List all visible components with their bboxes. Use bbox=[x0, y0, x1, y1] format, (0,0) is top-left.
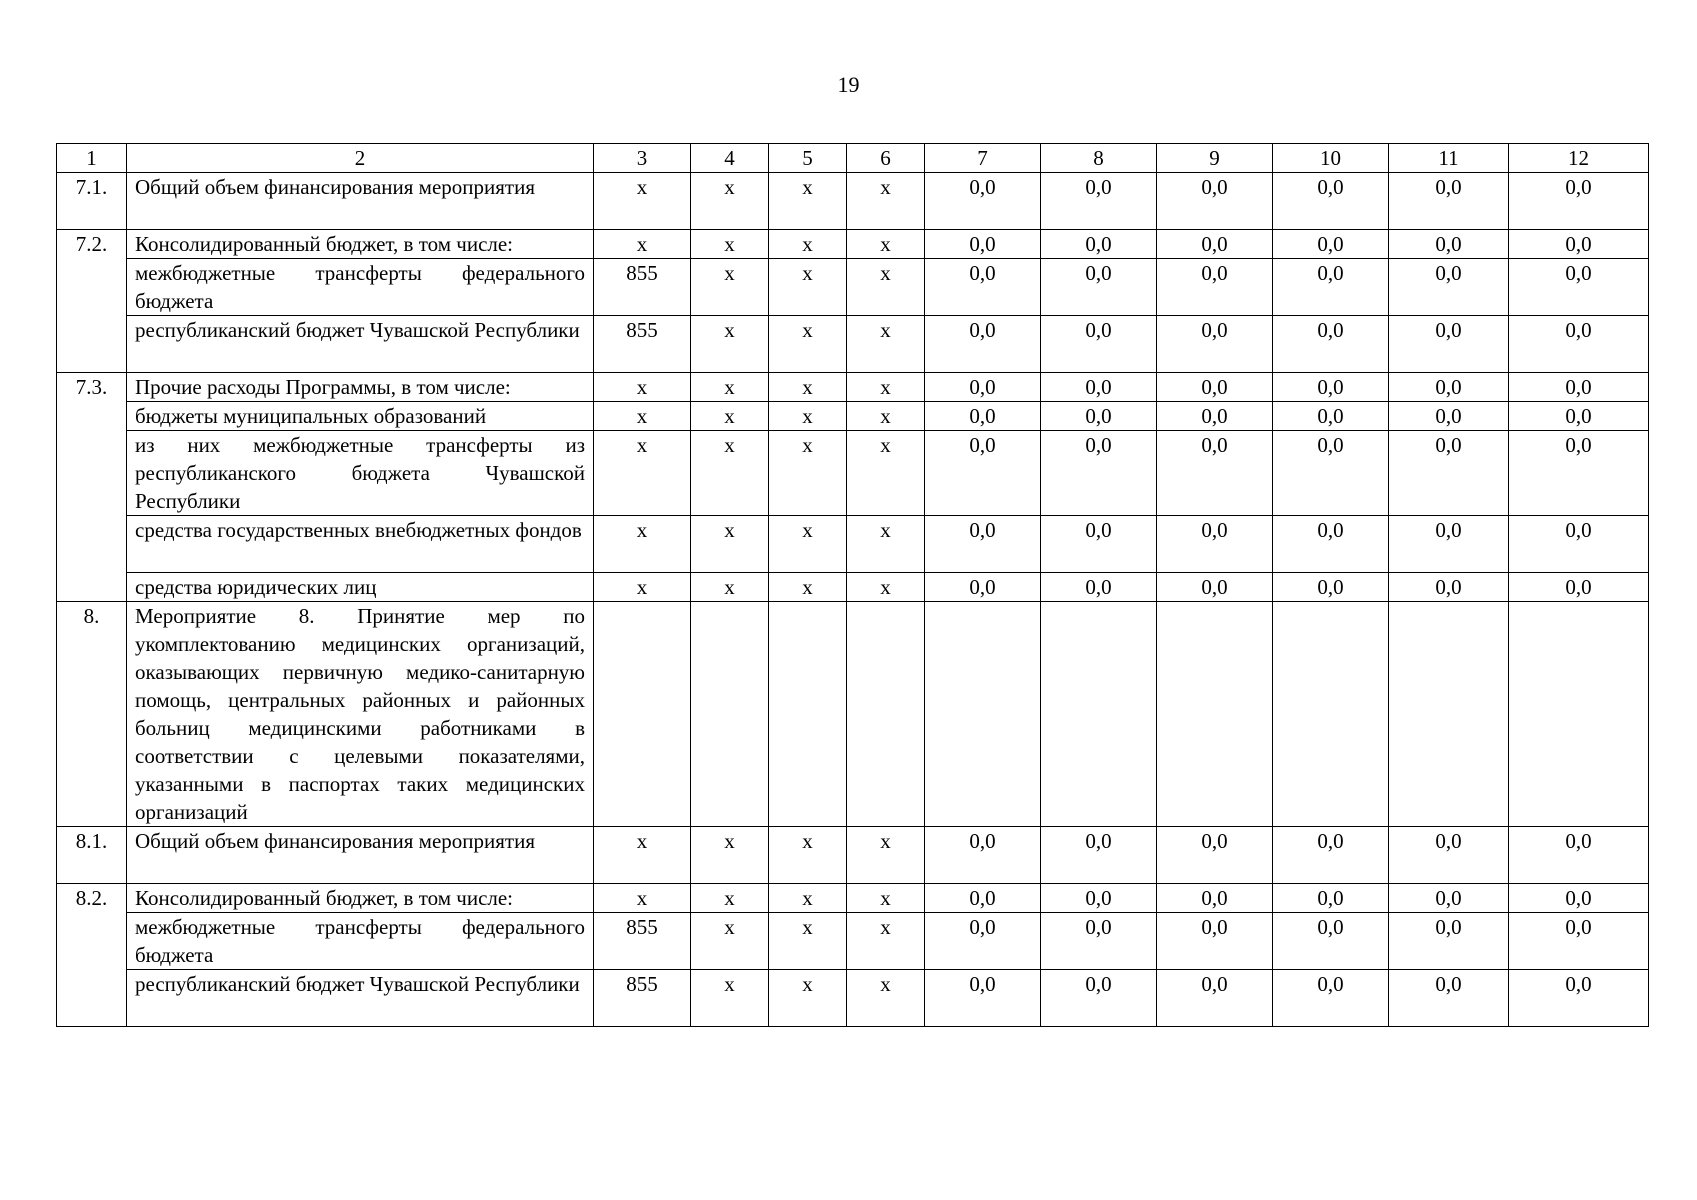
value-cell: 0,0 bbox=[1273, 827, 1389, 884]
value-cell: 0,0 bbox=[1509, 516, 1649, 573]
x-cell: x bbox=[691, 573, 769, 602]
value-cell: 0,0 bbox=[1509, 230, 1649, 259]
value-cell bbox=[1509, 602, 1649, 827]
value-cell: 0,0 bbox=[925, 259, 1041, 316]
value-cell: 0,0 bbox=[1157, 884, 1273, 913]
header-cell: 5 bbox=[769, 144, 847, 173]
x-cell: x bbox=[691, 913, 769, 970]
x-cell: x bbox=[847, 827, 925, 884]
value-cell: 0,0 bbox=[925, 884, 1041, 913]
value-cell: 0,0 bbox=[1509, 970, 1649, 1027]
code-cell: 855 bbox=[594, 259, 691, 316]
value-cell bbox=[925, 602, 1041, 827]
x-cell: x bbox=[769, 516, 847, 573]
table-row bbox=[57, 402, 1649, 431]
code-cell: 855 bbox=[594, 316, 691, 373]
value-cell: 0,0 bbox=[1157, 316, 1273, 373]
value-cell: 0,0 bbox=[925, 316, 1041, 373]
header-cell: 9 bbox=[1157, 144, 1273, 173]
header-row bbox=[57, 144, 1649, 173]
page-number: 19 bbox=[837, 72, 860, 97]
code-cell: x bbox=[594, 884, 691, 913]
x-cell: x bbox=[691, 884, 769, 913]
row-number: 8. bbox=[57, 602, 127, 827]
row-description: из них межбюджетные трансферты из республиканского бюджета Чувашской Республики bbox=[127, 431, 594, 516]
value-cell: 0,0 bbox=[1389, 516, 1509, 573]
value-cell: 0,0 bbox=[1389, 431, 1509, 516]
value-cell: 0,0 bbox=[1273, 316, 1389, 373]
row-number: 7.3. bbox=[57, 373, 127, 602]
code-cell: 855 bbox=[594, 913, 691, 970]
code-cell bbox=[594, 602, 691, 827]
value-cell: 0,0 bbox=[1273, 431, 1389, 516]
value-cell: 0,0 bbox=[1273, 913, 1389, 970]
value-cell: 0,0 bbox=[1157, 173, 1273, 230]
x-cell: x bbox=[847, 230, 925, 259]
table-row bbox=[57, 373, 1649, 402]
code-cell: x bbox=[594, 573, 691, 602]
value-cell: 0,0 bbox=[925, 173, 1041, 230]
table-row bbox=[57, 573, 1649, 602]
x-cell: x bbox=[691, 516, 769, 573]
header-cell: 12 bbox=[1509, 144, 1649, 173]
row-description: Консолидированный бюджет, в том числе: bbox=[127, 230, 594, 259]
table-row bbox=[57, 913, 1649, 970]
x-cell: x bbox=[847, 516, 925, 573]
value-cell: 0,0 bbox=[1273, 970, 1389, 1027]
value-cell: 0,0 bbox=[925, 516, 1041, 573]
table-row bbox=[57, 970, 1649, 1027]
x-cell: x bbox=[769, 431, 847, 516]
value-cell: 0,0 bbox=[1389, 573, 1509, 602]
x-cell: x bbox=[847, 316, 925, 373]
x-cell: x bbox=[769, 373, 847, 402]
x-cell: x bbox=[691, 230, 769, 259]
value-cell: 0,0 bbox=[1157, 827, 1273, 884]
x-cell: x bbox=[769, 402, 847, 431]
table-row bbox=[57, 516, 1649, 573]
value-cell: 0,0 bbox=[1509, 259, 1649, 316]
row-description: Общий объем финансирования мероприятия bbox=[127, 173, 594, 230]
row-description: средства юридических лиц bbox=[127, 573, 594, 602]
table-row bbox=[57, 827, 1649, 884]
value-cell: 0,0 bbox=[1273, 373, 1389, 402]
x-cell: x bbox=[769, 230, 847, 259]
value-cell: 0,0 bbox=[1273, 516, 1389, 573]
row-description: межбюджетные трансферты федерального бюджета bbox=[127, 913, 594, 970]
value-cell: 0,0 bbox=[1041, 970, 1157, 1027]
x-cell: x bbox=[847, 884, 925, 913]
value-cell: 0,0 bbox=[1157, 230, 1273, 259]
value-cell: 0,0 bbox=[1041, 373, 1157, 402]
value-cell: 0,0 bbox=[925, 373, 1041, 402]
x-cell: x bbox=[847, 259, 925, 316]
header-cell: 4 bbox=[691, 144, 769, 173]
x-cell: x bbox=[691, 173, 769, 230]
value-cell: 0,0 bbox=[1389, 913, 1509, 970]
table-row bbox=[57, 316, 1649, 373]
x-cell: x bbox=[769, 259, 847, 316]
value-cell: 0,0 bbox=[1389, 173, 1509, 230]
value-cell: 0,0 bbox=[1273, 230, 1389, 259]
value-cell: 0,0 bbox=[1157, 431, 1273, 516]
value-cell: 0,0 bbox=[1041, 259, 1157, 316]
value-cell: 0,0 bbox=[1157, 970, 1273, 1027]
value-cell: 0,0 bbox=[1041, 431, 1157, 516]
header-cell: 1 bbox=[57, 144, 127, 173]
x-cell: x bbox=[769, 827, 847, 884]
table-row bbox=[57, 230, 1649, 259]
row-description: Консолидированный бюджет, в том числе: bbox=[127, 884, 594, 913]
value-cell: 0,0 bbox=[1273, 884, 1389, 913]
value-cell: 0,0 bbox=[1509, 431, 1649, 516]
value-cell: 0,0 bbox=[1041, 230, 1157, 259]
row-description: межбюджетные трансферты федерального бюджета bbox=[127, 259, 594, 316]
x-cell: x bbox=[769, 573, 847, 602]
row-description: бюджеты муниципальных образований bbox=[127, 402, 594, 431]
x-cell: x bbox=[691, 402, 769, 431]
row-description: республиканский бюджет Чувашской Республики bbox=[127, 316, 594, 373]
value-cell: 0,0 bbox=[1509, 913, 1649, 970]
row-description: республиканский бюджет Чувашской Республики bbox=[127, 970, 594, 1027]
value-cell: 0,0 bbox=[1157, 913, 1273, 970]
value-cell: 0,0 bbox=[1273, 259, 1389, 316]
x-cell: x bbox=[847, 573, 925, 602]
value-cell: 0,0 bbox=[1509, 573, 1649, 602]
x-cell: x bbox=[847, 173, 925, 230]
x-cell: x bbox=[691, 827, 769, 884]
table-row bbox=[57, 602, 1649, 827]
code-cell: 855 bbox=[594, 970, 691, 1027]
value-cell: 0,0 bbox=[1389, 827, 1509, 884]
x-cell: x bbox=[691, 373, 769, 402]
value-cell: 0,0 bbox=[1157, 402, 1273, 431]
value-cell: 0,0 bbox=[925, 573, 1041, 602]
header-cell: 10 bbox=[1273, 144, 1389, 173]
header-cell: 2 bbox=[127, 144, 594, 173]
x-cell: x bbox=[691, 431, 769, 516]
value-cell: 0,0 bbox=[1509, 884, 1649, 913]
table-row bbox=[57, 259, 1649, 316]
x-cell: x bbox=[691, 970, 769, 1027]
code-cell: x bbox=[594, 373, 691, 402]
table-row bbox=[57, 173, 1649, 230]
code-cell: x bbox=[594, 402, 691, 431]
code-cell: x bbox=[594, 516, 691, 573]
x-cell: x bbox=[691, 316, 769, 373]
row-number: 7.1. bbox=[57, 173, 127, 230]
header-cell: 3 bbox=[594, 144, 691, 173]
value-cell: 0,0 bbox=[925, 431, 1041, 516]
value-cell: 0,0 bbox=[1389, 970, 1509, 1027]
value-cell: 0,0 bbox=[1509, 402, 1649, 431]
value-cell: 0,0 bbox=[1041, 573, 1157, 602]
x-cell: x bbox=[769, 913, 847, 970]
code-cell: x bbox=[594, 230, 691, 259]
x-cell: x bbox=[847, 402, 925, 431]
row-description: средства государственных внебюджетных фондов bbox=[127, 516, 594, 573]
value-cell: 0,0 bbox=[1157, 373, 1273, 402]
x-cell: x bbox=[691, 259, 769, 316]
header-cell: 6 bbox=[847, 144, 925, 173]
value-cell: 0,0 bbox=[1273, 573, 1389, 602]
value-cell: 0,0 bbox=[1509, 827, 1649, 884]
x-cell: x bbox=[847, 970, 925, 1027]
value-cell bbox=[1389, 602, 1509, 827]
value-cell: 0,0 bbox=[1041, 516, 1157, 573]
value-cell: 0,0 bbox=[1509, 316, 1649, 373]
value-cell: 0,0 bbox=[925, 913, 1041, 970]
value-cell: 0,0 bbox=[1273, 402, 1389, 431]
value-cell: 0,0 bbox=[1157, 259, 1273, 316]
x-cell: x bbox=[847, 373, 925, 402]
x-cell: x bbox=[769, 173, 847, 230]
value-cell: 0,0 bbox=[1041, 173, 1157, 230]
value-cell: 0,0 bbox=[1389, 230, 1509, 259]
value-cell: 0,0 bbox=[925, 230, 1041, 259]
x-cell: x bbox=[769, 970, 847, 1027]
value-cell: 0,0 bbox=[1157, 516, 1273, 573]
value-cell: 0,0 bbox=[1389, 259, 1509, 316]
value-cell: 0,0 bbox=[1157, 573, 1273, 602]
value-cell: 0,0 bbox=[1389, 316, 1509, 373]
value-cell: 0,0 bbox=[925, 970, 1041, 1027]
value-cell bbox=[1041, 602, 1157, 827]
value-cell: 0,0 bbox=[1041, 884, 1157, 913]
value-cell: 0,0 bbox=[1389, 373, 1509, 402]
financing-table bbox=[56, 143, 1649, 1027]
x-cell: x bbox=[769, 316, 847, 373]
header-cell: 11 bbox=[1389, 144, 1509, 173]
value-cell: 0,0 bbox=[1041, 402, 1157, 431]
x-cell: x bbox=[847, 913, 925, 970]
row-number: 8.1. bbox=[57, 827, 127, 884]
header-cell: 8 bbox=[1041, 144, 1157, 173]
value-cell: 0,0 bbox=[925, 827, 1041, 884]
table-row bbox=[57, 431, 1649, 516]
x-cell bbox=[769, 602, 847, 827]
code-cell: x bbox=[594, 827, 691, 884]
value-cell: 0,0 bbox=[1041, 913, 1157, 970]
value-cell: 0,0 bbox=[1389, 402, 1509, 431]
value-cell: 0,0 bbox=[925, 402, 1041, 431]
x-cell bbox=[691, 602, 769, 827]
x-cell: x bbox=[847, 431, 925, 516]
value-cell: 0,0 bbox=[1509, 173, 1649, 230]
code-cell: x bbox=[594, 173, 691, 230]
row-description: Прочие расходы Программы, в том числе: bbox=[127, 373, 594, 402]
header-cell: 7 bbox=[925, 144, 1041, 173]
value-cell bbox=[1273, 602, 1389, 827]
row-description: Мероприятие 8. Принятие мер по укомплектованию медицинских организаций, оказывающих первичную медико-санитарную помощь, центральных районных и районных больниц медицинскими работниками в соответствии с целевыми показателями, указанными в паспортах таких медицинских организаций bbox=[127, 602, 594, 827]
value-cell: 0,0 bbox=[1041, 827, 1157, 884]
row-number: 7.2. bbox=[57, 230, 127, 373]
value-cell: 0,0 bbox=[1509, 373, 1649, 402]
x-cell: x bbox=[769, 884, 847, 913]
value-cell: 0,0 bbox=[1273, 173, 1389, 230]
code-cell: x bbox=[594, 431, 691, 516]
x-cell bbox=[847, 602, 925, 827]
value-cell: 0,0 bbox=[1389, 884, 1509, 913]
value-cell: 0,0 bbox=[1041, 316, 1157, 373]
row-description: Общий объем финансирования мероприятия bbox=[127, 827, 594, 884]
value-cell bbox=[1157, 602, 1273, 827]
row-number: 8.2. bbox=[57, 884, 127, 1027]
table-row bbox=[57, 884, 1649, 913]
